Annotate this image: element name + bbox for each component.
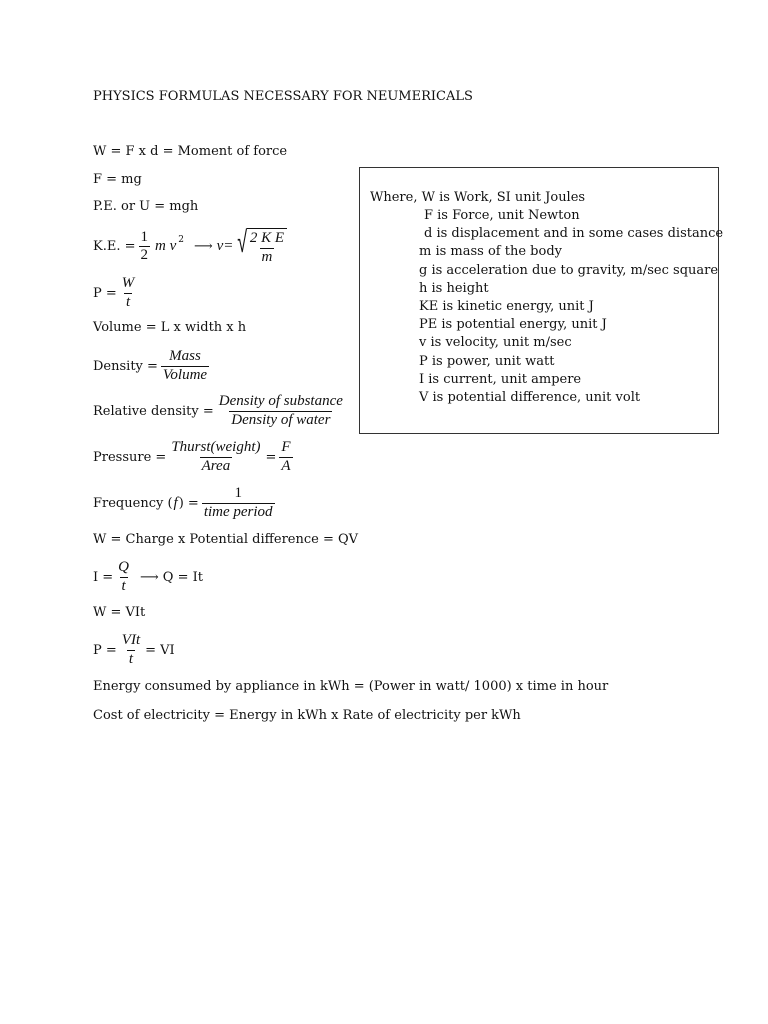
- pressure-den-2: A: [281, 457, 291, 474]
- formula-volume: Volume = L x width x h: [93, 320, 247, 335]
- formula-work-moment: W = F x d = Moment of force: [93, 144, 288, 159]
- legend-line: V is potential difference, unit volt: [419, 390, 641, 405]
- relative-density-den: Density of water: [231, 411, 331, 428]
- legend-line: P is power, unit watt: [419, 354, 555, 369]
- frequency-num: 1: [234, 485, 242, 501]
- legend-line: m is mass of the body: [419, 244, 562, 259]
- pressure-eq: =: [265, 449, 277, 465]
- legend-line: KE is kinetic energy, unit J: [419, 299, 594, 314]
- legend-line: h is height: [419, 281, 489, 296]
- pressure-fraction: [169, 440, 262, 475]
- legend-line: v is velocity, unit m/sec: [419, 335, 572, 350]
- density-den: Volume: [162, 366, 208, 383]
- density-fraction: [161, 349, 209, 384]
- current-den: t: [121, 577, 126, 594]
- frequency-rhs: ) =: [178, 495, 199, 511]
- legend-line: g is acceleration due to gravity, m/sec square: [419, 263, 719, 278]
- current-rhs: ⟶ Q = It: [140, 569, 203, 585]
- formula-cost: Cost of electricity = Energy in kWh x Rate of electricity per kWh: [93, 708, 521, 723]
- legend-box: [359, 167, 724, 434]
- page-title: PHYSICS FORMULAS NECESSARY FOR NEUMERICALS: [93, 89, 473, 104]
- formula-pressure: [93, 440, 296, 475]
- formula-work-vit: W = VIt: [93, 605, 146, 620]
- formula-energy-kwh: Energy consumed by appliance in kWh = (Power in watt/ 1000) x time in hour: [93, 679, 609, 694]
- ke-root-num: 2 K E: [249, 230, 285, 246]
- ke-arrow: ⟶: [193, 239, 213, 255]
- formula-current: [93, 560, 203, 595]
- formula-work-charge: W = Charge x Potential difference = QV: [93, 532, 359, 547]
- pressure-fraction-2: [279, 440, 292, 475]
- relative-density-lhs: Relative density =: [93, 403, 214, 419]
- formula-power: [93, 276, 139, 311]
- relative-density-num: Density of substance: [218, 393, 343, 409]
- formula-power-vi: [93, 633, 175, 668]
- formula-density: [93, 349, 212, 384]
- formula-kinetic-energy: [93, 225, 287, 266]
- sqrt-icon: √: [237, 225, 248, 260]
- power-vi-fraction: [120, 633, 142, 668]
- legend-line: PE is potential energy, unit J: [419, 317, 607, 332]
- ke-lhs: K.E. =: [93, 239, 136, 255]
- power-vi-num: VIt: [121, 632, 141, 648]
- current-lhs: I =: [93, 569, 114, 585]
- ke-mv: m v: [155, 238, 177, 255]
- density-num: Mass: [169, 348, 201, 364]
- formula-potential-energy: P.E. or U = mgh: [93, 199, 199, 214]
- power-den: t: [125, 293, 131, 310]
- legend-line: I is current, unit ampere: [419, 372, 582, 387]
- power-vi-lhs: P =: [93, 642, 117, 658]
- ke-sqrt: [234, 225, 287, 266]
- legend-line: d is displacement and in some cases distance: [424, 226, 724, 241]
- ke-root-den: m: [261, 248, 273, 265]
- current-num: Q: [118, 559, 130, 575]
- ke-half-fraction: [139, 230, 151, 265]
- ke-v-eq: v=: [216, 238, 234, 255]
- legend-line: Where, W is Work, SI unit Joules: [370, 190, 586, 205]
- current-fraction: [116, 560, 131, 595]
- ke-half-den: 2: [140, 247, 148, 264]
- relative-density-fraction: [217, 394, 345, 429]
- formula-relative-density: [93, 394, 348, 429]
- power-vi-den: t: [128, 650, 134, 667]
- frequency-fraction: [202, 486, 275, 521]
- power-vi-rhs: = VI: [145, 642, 175, 658]
- power-num: W: [121, 275, 135, 291]
- frequency-symbol: f: [173, 494, 178, 511]
- power-lhs: P =: [93, 285, 117, 301]
- ke-square: 2: [178, 234, 184, 245]
- density-lhs: Density =: [93, 358, 158, 374]
- formula-force: F = mg: [93, 172, 142, 187]
- frequency-lhs: Frequency (: [93, 495, 173, 511]
- pressure-lhs: Pressure =: [93, 449, 167, 465]
- power-fraction: [120, 276, 137, 311]
- legend-line: F is Force, unit Newton: [424, 208, 580, 223]
- formula-frequency: [93, 486, 278, 521]
- pressure-num: Thurst(weight): [171, 439, 261, 455]
- frequency-den: time period: [203, 503, 273, 520]
- ke-half-num: 1: [140, 228, 148, 245]
- pressure-den: Area: [201, 457, 231, 474]
- pressure-num-2: F: [281, 439, 291, 455]
